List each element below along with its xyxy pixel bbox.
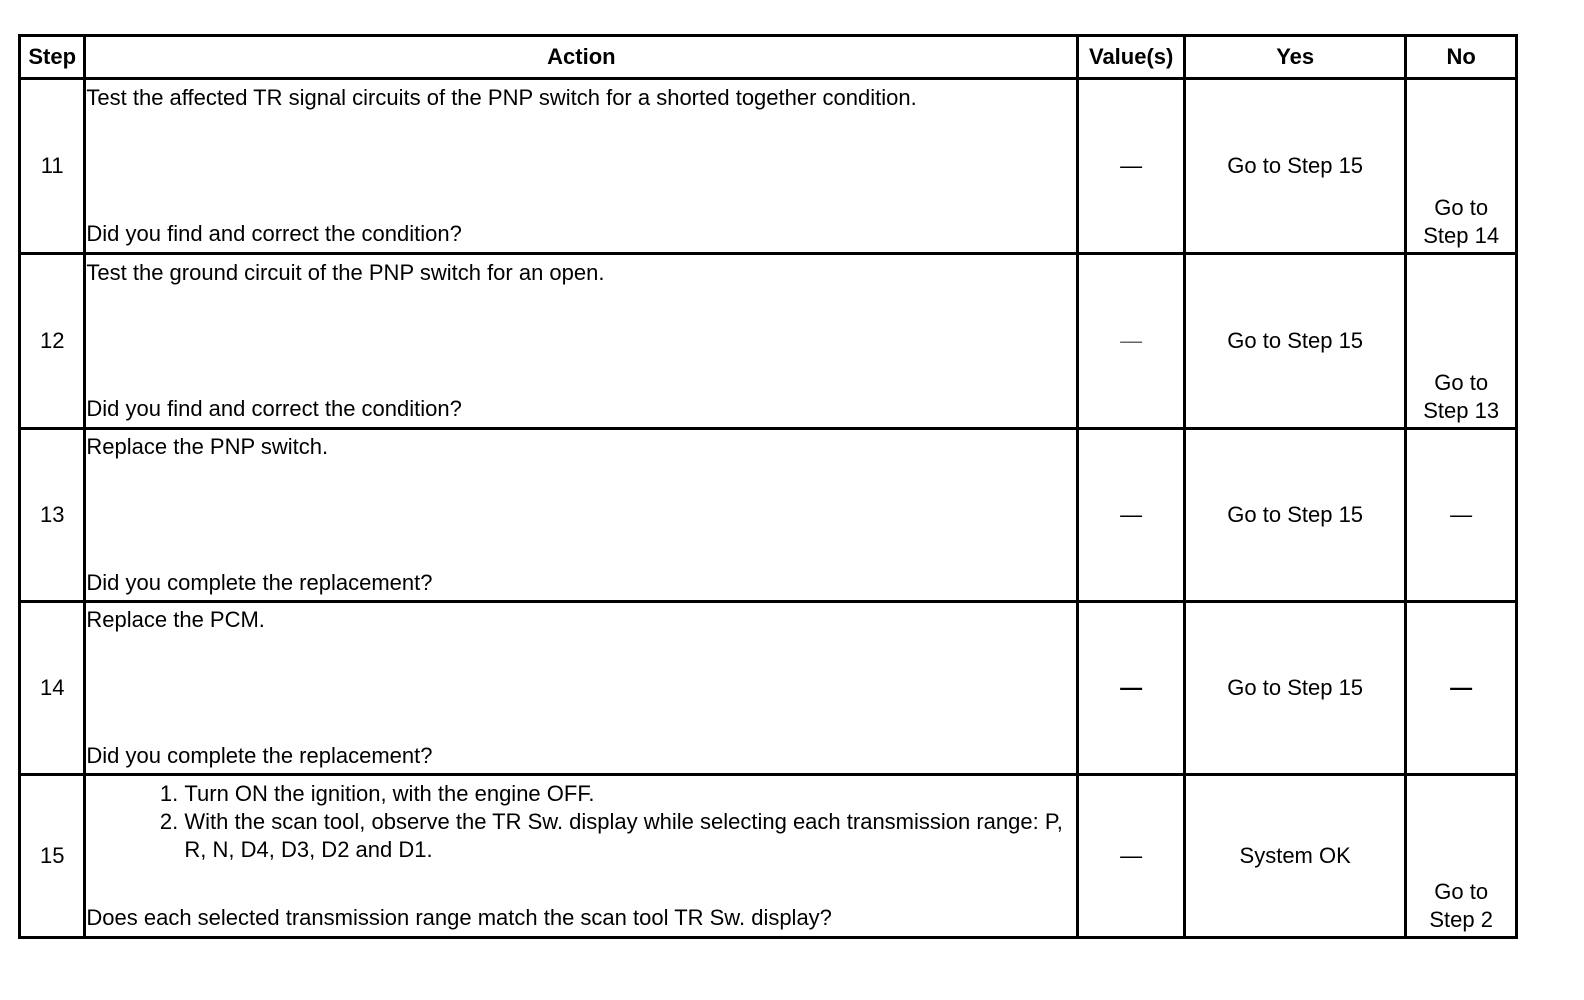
value-dash: — bbox=[1120, 675, 1143, 700]
action-cell bbox=[85, 429, 1078, 602]
header-no: No bbox=[1406, 36, 1517, 79]
no-cell: — bbox=[1406, 429, 1517, 602]
no-line-2: Step 13 bbox=[1423, 398, 1500, 423]
no-line-2: Step 14 bbox=[1423, 223, 1500, 248]
table-row bbox=[20, 79, 1517, 254]
no-cell bbox=[1406, 602, 1517, 775]
yes-cell: System OK bbox=[1185, 775, 1406, 938]
yes-cell: Go to Step 15 bbox=[1185, 429, 1406, 602]
action-step-item: 2. With the scan tool, observe the TR Sw. display while selecting each transmission range: P, R, N, D4, D3, D2 and D1. bbox=[184, 808, 1076, 864]
value-cell bbox=[1078, 254, 1185, 429]
action-question: Did you complete the replacement? bbox=[86, 743, 433, 768]
action-question: Did you find and correct the condition? bbox=[86, 221, 462, 246]
value-dash: — bbox=[1120, 328, 1143, 353]
action-cell bbox=[85, 602, 1078, 775]
value-cell: — bbox=[1078, 775, 1185, 938]
action-cell bbox=[85, 775, 1078, 938]
no-line-1: Go to bbox=[1434, 195, 1489, 220]
action-cell bbox=[85, 79, 1078, 254]
action-instruction: Test the ground circuit of the PNP switch for an open. bbox=[86, 260, 605, 285]
step-number: 13 bbox=[20, 429, 85, 602]
step-number: 12 bbox=[20, 254, 85, 429]
no-cell bbox=[1406, 775, 1517, 938]
value-cell: — bbox=[1078, 79, 1185, 254]
header-yes: Yes bbox=[1185, 36, 1406, 79]
action-question: Does each selected transmission range match the scan tool TR Sw. display? bbox=[86, 905, 832, 930]
no-dash: — bbox=[1450, 675, 1473, 700]
step-number: 15 bbox=[20, 775, 85, 938]
table-row bbox=[20, 254, 1517, 429]
no-cell bbox=[1406, 254, 1517, 429]
table-row bbox=[20, 429, 1517, 602]
header-step: Step bbox=[20, 36, 85, 79]
table-row bbox=[20, 602, 1517, 775]
action-question: Did you find and correct the condition? bbox=[86, 396, 462, 421]
no-line-2: Step 2 bbox=[1429, 907, 1493, 932]
header-action: Action bbox=[85, 36, 1078, 79]
header-row bbox=[20, 36, 1517, 79]
step-number: 14 bbox=[20, 602, 85, 775]
action-cell bbox=[85, 254, 1078, 429]
step-number: 11 bbox=[20, 79, 85, 254]
yes-cell: Go to Step 15 bbox=[1185, 254, 1406, 429]
value-cell bbox=[1078, 602, 1185, 775]
diagnostic-table bbox=[18, 34, 1518, 939]
yes-cell: Go to Step 15 bbox=[1185, 79, 1406, 254]
yes-cell: Go to Step 15 bbox=[1185, 602, 1406, 775]
action-instruction: Test the affected TR signal circuits of the PNP switch for a shorted together condition. bbox=[86, 85, 917, 110]
no-cell bbox=[1406, 79, 1517, 254]
action-question: Did you complete the replacement? bbox=[86, 570, 433, 595]
header-value: Value(s) bbox=[1078, 36, 1185, 79]
value-cell: — bbox=[1078, 429, 1185, 602]
action-step-item: 1. Turn ON the ignition, with the engine OFF. bbox=[184, 780, 1076, 808]
no-line-1: Go to bbox=[1434, 879, 1489, 904]
action-steps-list bbox=[86, 780, 1076, 864]
no-line-1: Go to bbox=[1434, 370, 1489, 395]
action-instruction: Replace the PNP switch. bbox=[86, 434, 329, 459]
action-instruction: Replace the PCM. bbox=[86, 607, 265, 632]
table-row bbox=[20, 775, 1517, 938]
